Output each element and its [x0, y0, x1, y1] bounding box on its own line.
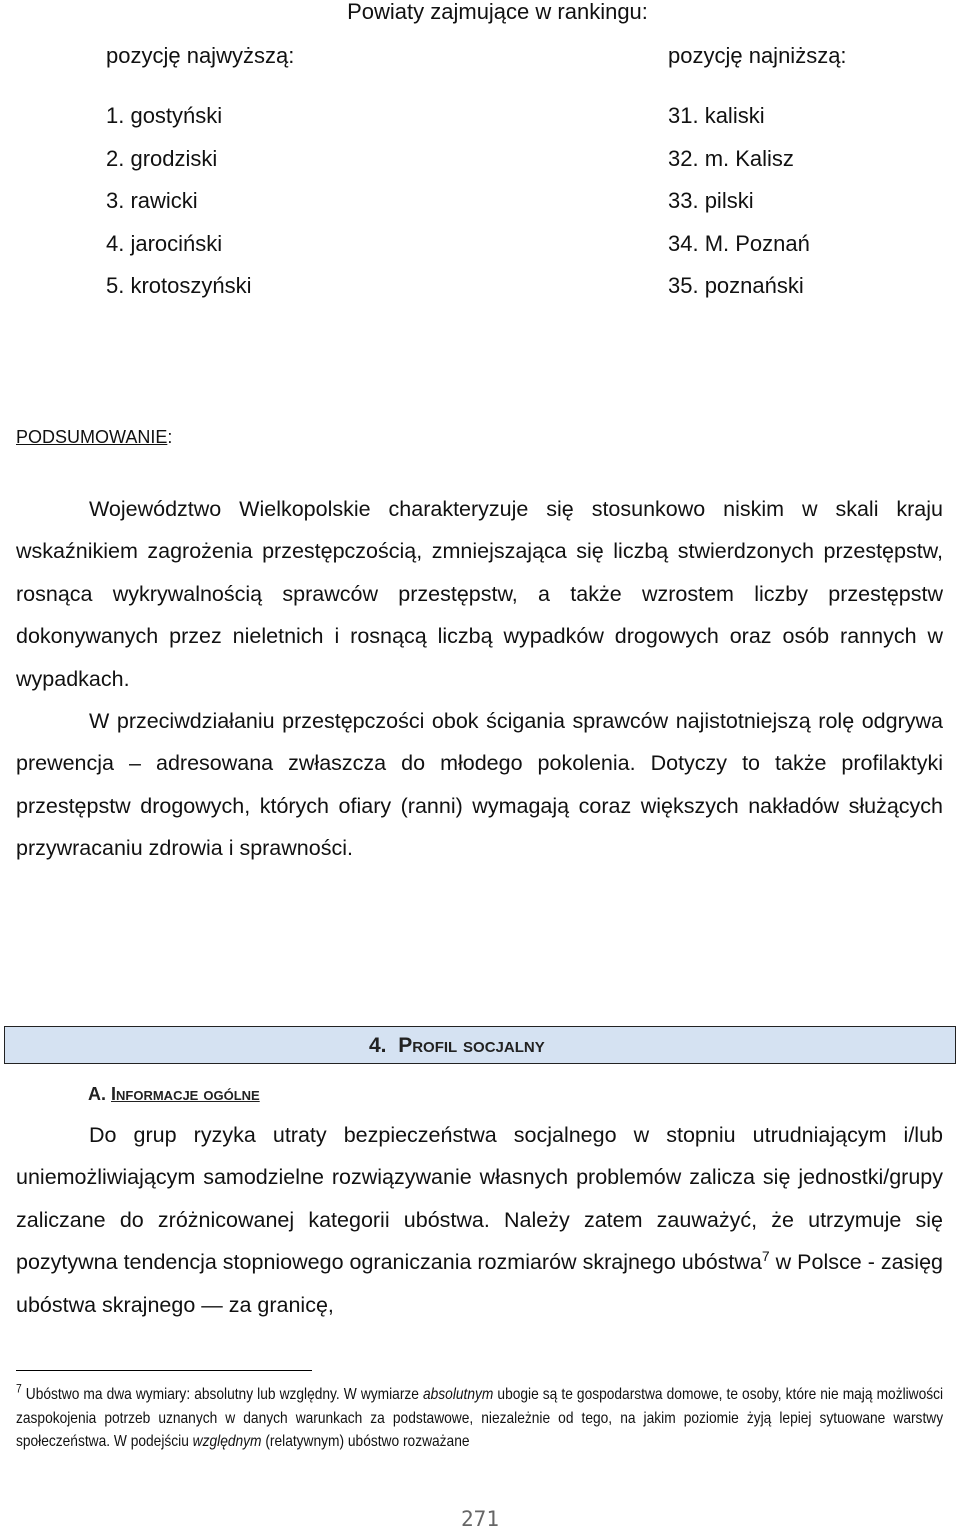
list-item: 2. grodziski: [106, 145, 218, 171]
list-item: 33. pilski: [668, 188, 754, 213]
lowest-label: pozycję najniższą:: [668, 43, 847, 68]
highest-label: pozycję najwyższą:: [106, 43, 295, 68]
list-item: 4. jarociński: [106, 230, 223, 256]
list-item: 32. m. Kalisz: [668, 145, 794, 171]
section-number: 4.: [369, 1034, 387, 1057]
footnote-text: Ubóstwo ma dwa wymiary: absolutny lub względny. W wymiarze: [21, 1386, 423, 1403]
subsection-title: Informacje ogólne: [111, 1084, 260, 1104]
footnote-text: (relatywnym) ubóstwo rozważane: [261, 1433, 470, 1450]
footnote-reference[interactable]: 7: [761, 1248, 770, 1265]
list-item: 35. poznański: [668, 273, 804, 298]
body-text: Do grup ryzyka utraty bezpieczeństwa socjalnego w stopniu utrudniającym i/lub uniemożliwiającym samodzielne rozwiązywanie własnych problemów zalicza się jednostki/grupy zaliczane do zróżnicowanej kategorii ubóstwa. Należy zatem zauważyć, że utrzymuje się pozytywna tendencja stopniowego ograniczania rozmiarów skrajnego ubóstwa: [16, 1123, 943, 1275]
ranking-title: Powiaty zajmujące w rankingu:: [347, 0, 648, 24]
footnote-marker: 7: [16, 1381, 22, 1396]
highest-list: [106, 104, 252, 317]
list-item: 5. krotoszyński: [106, 273, 252, 298]
footnote-emphasis: absolutnym: [422, 1386, 494, 1403]
summary-heading-text: PODSUMOWANIE: [16, 427, 168, 447]
list-item: 1. gostyński: [106, 103, 223, 128]
summary-heading-colon: :: [167, 427, 173, 447]
body-paragraph: [16, 1114, 943, 1326]
footnote: [16, 1383, 943, 1454]
footnote-text: ubogie są te gospodarstwa domowe, te osoby, które nie mają możliwości zaspokojenia potrzeb uznanych w danych warunkach za podstawowe, niezależnie od tego, na jakim poziomie żyją lepiej sytuowane warstwy społeczeństwa. W podejściu: [16, 1386, 944, 1450]
summary-heading: [16, 425, 172, 449]
summary-paragraph-1: Województwo Wielkopolskie charakteryzuje się stosunkowo niskim w skali kraju wskaźnikiem zagrożenia przestępczością, zmniejszająca się liczbą stwierdzonych przestępstw, rosnąca wykrywalnością sprawców przestępstw, a także wzrostem liczby przestępstw dokonywanych przez nieletnich i rosnącą liczbą wypadków drogowych oraz osób rannych w wypadkach.: [16, 497, 943, 691]
page-number: 271: [461, 1507, 499, 1531]
subsection-heading: [88, 1082, 260, 1106]
list-item: 34. M. Poznań: [668, 230, 810, 256]
lowest-list: [668, 104, 810, 317]
list-item: 3. rawicki: [106, 188, 198, 213]
footnote-emphasis: względnym: [192, 1433, 262, 1450]
footnote-rule: [16, 1370, 312, 1371]
summary-paragraph-2: W przeciwdziałaniu przestępczości obok ścigania sprawców najistotniejszą rolę odgrywa prewencja – adresowana zwłaszcza do młodego pokolenia. Dotyczy to także profilaktyki przestępstw drogowych, których ofiary (ranni) wymagają coraz większych nakładów służących przywracaniu zdrowia i sprawności.: [16, 709, 943, 861]
section-title: Profil socjalny: [398, 1034, 545, 1057]
section-heading: [369, 1031, 545, 1061]
subsection-letter: A.: [88, 1084, 106, 1104]
list-item: 31. kaliski: [668, 103, 765, 128]
body-text-continued: w Polsce - zasięg ubóstwa skrajnego — za granicę,: [16, 1250, 944, 1317]
